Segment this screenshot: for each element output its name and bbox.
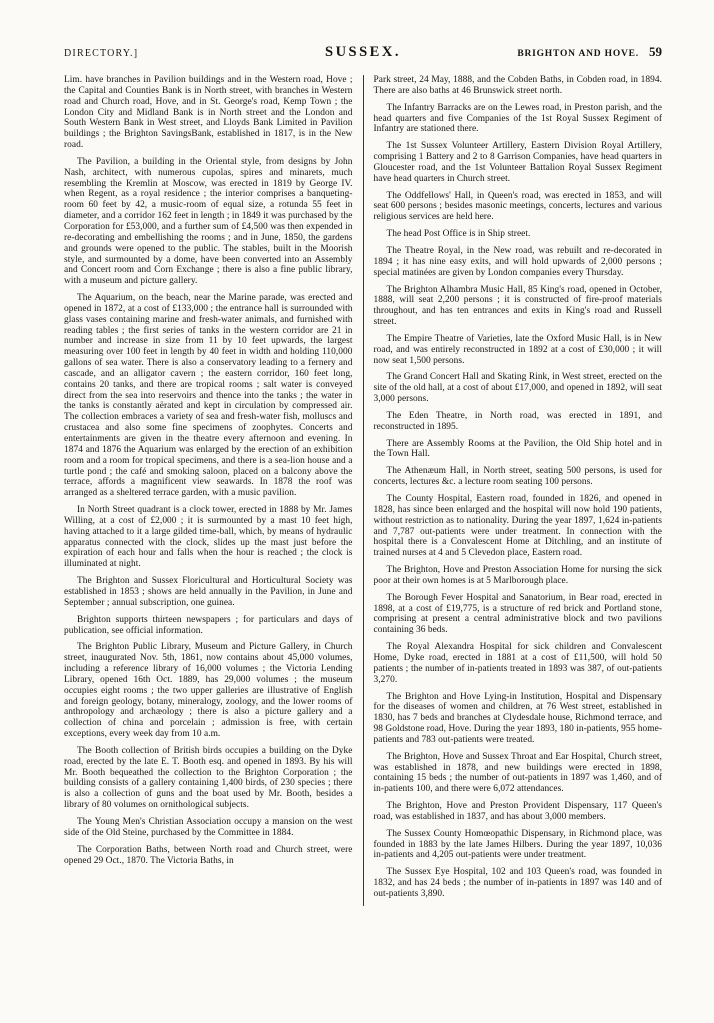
paragraph: The Theatre Royal, in the New road, was rebuilt and re-decorated in 1894 ; it has nine easy exits, and will hold upwards of 2,000 persons ; special matinées are given by London companies every Thursday. (373, 245, 662, 278)
paragraph: The Brighton and Sussex Floricultural and Horticultural Society was established in 1853 ; shows are held annually in the Pavilion, in June and September ; annual subscription, one guinea. (64, 576, 353, 608)
paragraph: The Sussex County Homœopathic Dispensary, in Richmond place, was founded in 1883 by the late James Hilbers. During the year 1897, 10,036 in-patients and 4,205 out-patients were under treatment. (373, 828, 662, 861)
header-section-label (463, 44, 662, 60)
paragraph: The Borough Fever Hospital and Sanatorium, in Bear road, erected in 1898, at a cost of £19,775, is a structure of red brick and Portland stone, comprising at present a central administrative block and two pavilions containing 36 beds. (373, 592, 662, 636)
paragraph: The 1st Sussex Volunteer Artillery, Eastern Division Royal Artillery, comprising 1 Battery and 2 to 8 Garrison Companies, have head quarters in Gloucester road, and the 1st Volunteer Battalion Royal Sussex Regiment have head quarters in Church street. (373, 141, 662, 184)
page-header (64, 44, 662, 61)
page-title: SUSSEX. (325, 44, 401, 60)
paragraph: Lim. have branches in Pavilion buildings and in the Western road, Hove ; the Capital and Counties Bank is in North street, with branches in Western road and Church road, Hove, and in St. George's road, Kemp Town ; the London City and Midland Bank is in North street and the London and South Western Bank in West street, and Lloyds Bank Limited in Pavilion buildings ; the Brighton SavingsBank, established in 1817, is in the New road. (64, 75, 353, 151)
left-column (64, 75, 363, 906)
paragraph: In North Street quadrant is a clock tower, erected in 1888 by Mr. James Willing, at a cost of £2,000 ; it is surmounted by a mast 10 feet high, having attached to it a large gilded time-ball, which, by means of hydraulic apparatus connected with the clock, slides up the mast just before the expiration of each hour and falls when the hour is reached ; the clock is illuminated at night. (64, 505, 353, 570)
paragraph: The Grand Concert Hall and Skating Rink, in West street, erected on the site of the old hall, at a cost of about £17,000, and opened in 1892, will seat 3,000 persons. (373, 372, 662, 405)
paragraph: The Brighton, Hove and Preston Provident Dispensary, 117 Queen's road, was established in 1837, and has about 3,000 members. (373, 801, 662, 822)
paragraph: The Oddfellows' Hall, in Queen's road, was erected in 1853, and will seat 600 persons ; besides masonic meetings, concerts, lectures and various religious services are held here. (373, 190, 662, 223)
paragraph: The Brighton and Hove Lying-in Institution, Hospital and Dispensary for the diseases of women and children, at 76 West street, established in 1830, has 7 beds and branches at Clydesdale house, Richmond terrace, and 98 Goldstone road, Hove. During the year 1893, 180 in-patients, 955 home-patients and 783 out-patients were treated. (373, 691, 662, 745)
paragraph: The head Post Office is in Ship street. (386, 229, 531, 240)
paragraph: The Booth collection of British birds occupies a building on the Dyke road, erected by the late E. T. Booth esq. and opened in 1893. By his will Mr. Booth bequeathed the collection to the Brighton Corporation ; the building consists of a gallery containing 1,400 birds, of 230 species ; there is also a collection of guns and the boat used by Mr. Booth, besides a library of 80 volumes on ornithological subjects. (64, 745, 353, 811)
paragraph: The Empire Theatre of Varieties, late the Oxford Music Hall, is in New road, and was entirely reconstructed in 1892 at a cost of £30,000 ; it will now seat 1,500 persons. (373, 333, 662, 366)
paragraph: The Eden Theatre, in North road, was erected in 1891, and reconstructed in 1895. (373, 410, 662, 432)
paragraph: The Royal Alexandra Hospital for sick children and Convalescent Home, Dyke road, erected in 1881 at a cost of £11,500, will hold 50 patients ; the number of in-patients treated in 1893 was 387, of out-patients 3,270. (373, 642, 662, 685)
paragraph: The County Hospital, Eastern road, founded in 1826, and opened in 1828, has since been enlarged and the hospital will now hold 190 patients, without restriction as to nationality. During the year 1897, 1,624 in-patients and 7,787 out-patients were under treatment. In connection with the hospital there is a Convalescent Home at Ditchling, and an institute of trained nurses at 4 and 5 Clevedon place, Eastern road. (373, 494, 662, 559)
paragraph: The Brighton Alhambra Music Hall, 85 King's road, opened in October, 1888, will seat 2,200 persons ; it is constructed of fire-proof materials throughout, and has ten entrances and exits in King's road and Russell street. (373, 284, 662, 328)
page-number: 59 (648, 44, 662, 59)
section-label: BRIGHTON AND HOVE. (517, 49, 639, 59)
paragraph: The Infantry Barracks are on the Lewes road, in Preston parish, and the head quarters and five Companies of the 1st Royal Sussex Regiment of Infantry are stationed there. (373, 102, 662, 135)
paragraph: Park street, 24 May, 1888, and the Cobden Baths, in Cobden road, in 1894. There are also baths at 46 Brunswick street north. (373, 75, 662, 96)
paragraph: The Corporation Baths, between North road and Church street, were opened 29 Oct., 1870. The Victoria Baths, in (64, 844, 353, 866)
two-column-text-block (64, 75, 662, 906)
paragraph: The Brighton Public Library, Museum and Picture Gallery, in Church street, inaugurated Nov. 5th, 1861, now contains about 45,000 volumes, including a reference library of 16,000 volumes ; the Victoria Lending Library, opened 16th Oct. 1889, has 29,000 volumes ; the museum occupies eight rooms ; the two upper galleries are illustrative of English and foreign geology, botany, mineralogy, zoology, and the lower rooms of anthropology and archæology ; there is also a picture gallery and a collection of china and porcelain ; admission is free, with certain exceptions, every week day from 10 a.m. (64, 642, 353, 740)
paragraph: The Young Men's Christian Association occupy a mansion on the west side of the Old Steine, purchased by the Committee in 1884. (64, 817, 353, 838)
paragraph: The Aquarium, on the beach, near the Marine parade, was erected and opened in 1872, at a cost of £133,000 ; the entrance hall is surrounded with glass vases containing marine and fresh-water animals, and furnished with reading tables ; the first series of tanks in the western corridor are 21 in number and increase in size from 11 by 10 feet upwards, the largest measuring over 100 feet in length by 40 feet in width and holding 110,000 gallons of sea water. There is also a conservatory leading to a fernery and cascade, and an alligator cavern ; the eastern corridor, 160 feet long, contains 20 tanks, and there are tropical rooms ; salt water is conveyed direct from the sea into reservoirs and thence into the tanks ; the water in the tanks is constantly aërated and kept in circulation by compressed air. The collection embraces a variety of sea and fresh-water fish, molluscs and crustacea and also some fine specimens of zoophytes. Concerts and entertainments are given in the theatre every afternoon and evening. In 1874 and 1876 the Aquarium was enlarged by the erection of an exhibition room and a room for tropical specimens, and there is a sea-lion house and a turtle pond ; the café and smoking saloon, placed on a balcony above the terrace, affords a magnificent view seawards. In 1878 the roof was arranged as a sheltered terrace garden, with a music pavilion. (64, 293, 353, 499)
right-column (363, 75, 663, 906)
paragraph: The Brighton, Hove and Sussex Throat and Ear Hospital, Church street, was established in 1878, and new buildings were erected in 1898, containing 15 beds ; the number of out-patients in 1897 was 1,460, and of in-patients 100, and there were 6,072 attendances. (373, 751, 662, 795)
paragraph: The Sussex Eye Hospital, 102 and 103 Queen's road, was founded in 1832, and has 24 beds ; the number of in-patients in 1897 was 140 and of out-patients 3,890. (373, 867, 662, 899)
paragraph: The Pavilion, a building in the Oriental style, from designs by John Nash, architect, with numerous cupolas, spires and minarets, much resembling the Kremlin at Moscow, was erected in 1819 by George IV. when Regent, as a royal residence ; the interior comprises a banqueting-room 60 feet by 42, a music-room of equal size, a rotunda 55 feet in diameter, and a corridor 162 feet in length ; in 1849 it was purchased by the Corporation for £53,000, and a further sum of £4,500 was then expended in re-decorating and embellishing the rooms ; and in June, 1850, the gardens and grounds were opened to the public. The stables, built in the Moorish style, and surmounted by a dome, have been converted into an Assembly and Concert room and Corn Exchange ; there is also a fine public library, with a museum and picture gallery. (64, 156, 353, 287)
paragraph: The Brighton, Hove and Preston Association Home for nursing the sick poor at their own homes is at 5 Marlborough place. (373, 565, 662, 586)
paragraph: The Athenæum Hall, in North street, seating 500 persons, is used for concerts, lectures &c. a lecture room seating 100 persons. (373, 466, 662, 488)
paragraph: There are Assembly Rooms at the Pavilion, the Old Ship hotel and in the Town Hall. (373, 438, 662, 460)
paragraph: Brighton supports thirteen newspapers ; for particulars and days of publication, see official information. (64, 614, 353, 636)
header-directory-label: DIRECTORY.] (64, 48, 139, 59)
